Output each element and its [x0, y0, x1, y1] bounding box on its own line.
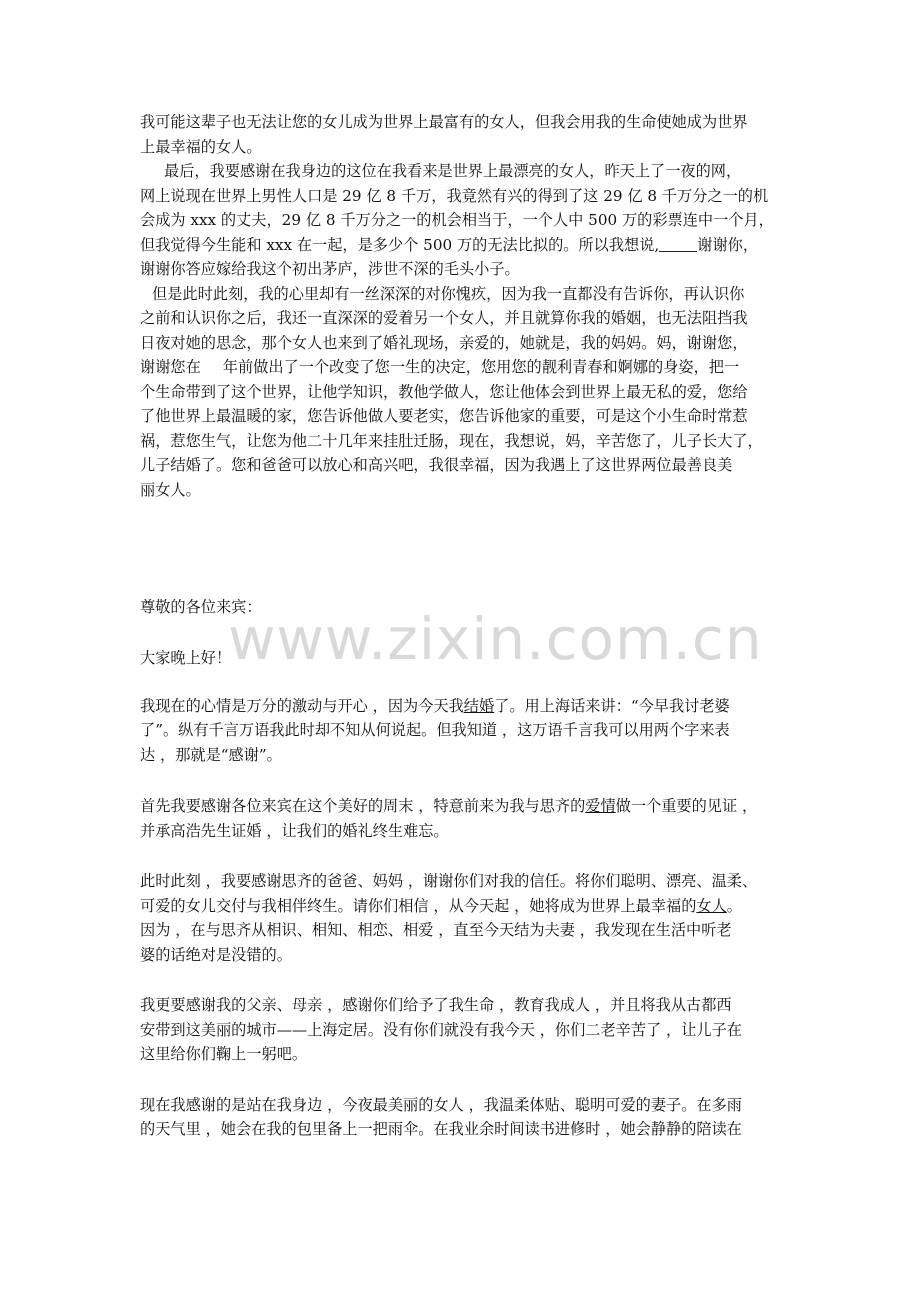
text-line: 我可能这辈子也无法让您的女儿成为世界上最富有的女人，但我会用我的生命使她成为世界 [140, 113, 748, 131]
text-line [140, 357, 800, 377]
text-line: 的天气里 ，她会在我的包里备上一把雨伞。在我业余时间读书进修时 ，她会静静的陪读在 [140, 1120, 742, 1138]
text-line [140, 696, 800, 716]
text-span: 年前做出了一个改变了您一生的决定，您用您的靓利青春和婀娜的身姿，把一 [222, 358, 740, 376]
text-line [140, 796, 800, 816]
text-line: 最后，我要感谢在我身边的这位在我看来是世界上最漂亮的女人，昨天上了一夜的网， [164, 162, 742, 180]
text-line: 日夜对她的思念，那个女人也来到了婚礼现场，亲爱的，她就是，我的妈妈。妈，谢谢您， [140, 334, 748, 352]
text-line: 此时此刻 ，我要感谢思齐的爸爸、妈妈 ，谢谢你们对我的信任。将你们聪明、漂亮、温柔、 [140, 872, 758, 890]
text-span: 谢谢你， [697, 236, 759, 254]
text-line: 安带到这美丽的城市——上海定居。没有你们就没有我今天 ，你们二老辛苦了 ，让儿子在 [140, 1021, 742, 1039]
text-line: 但是此时此刻，我的心里却有一丝深深的对你愧疚，因为我一直都没有告诉你，再认识你 [152, 285, 745, 303]
text-line [140, 896, 800, 916]
text-line: 了他世界上最温暖的家，您告诉他做人要老实，您告诉他家的重要，可是这个小生命时常惹 [140, 407, 748, 425]
text-line: 会成为 xxx 的丈夫，29 亿 8 千万分之一的机会相当于，一个人中 500 万的彩票连中一个月， [140, 211, 774, 229]
text-line: 我更要感谢我的父亲、母亲 ，感谢你们给予了我生命 ，教育我成人 ，并且将我从古都西 [140, 996, 732, 1014]
text-line: 上最幸福的女人。 [140, 138, 262, 156]
text-line: 之前和认识你之后，我还一直深深的爱着另一个女人，并且就算你我的婚姻，也无法阻挡我 [140, 309, 748, 327]
link-marriage[interactable]: 结婚 [463, 697, 495, 715]
watermark: www.zixin.com.cn [228, 605, 763, 673]
text-line: 现在我感谢的是站在我身边 ，今夜最美丽的女人 ，我温柔体贴、聪明可爱的妻子。在多雨 [140, 1096, 742, 1114]
link-woman[interactable]: 女人 [696, 897, 727, 915]
text-line: 因为 ，在与思齐从相识、相知、相恋、相爱 ，直至今天结为夫妻 ，我发现在生活中听老 [140, 921, 732, 939]
text-span: 我现在的心情是万分的激动与开心 ，因为今天我 [140, 697, 464, 715]
greeting: 尊敬的各位来宾： [140, 598, 262, 616]
fill-in-blank [659, 237, 697, 252]
text-line: 谢谢你答应嫁给我这个初出茅庐，涉世不深的毛头小子。 [140, 260, 520, 278]
text-span: 谢谢您在 [140, 358, 201, 376]
text-line: 祸，惹您生气，让您为他二十几年来挂肚迁肠，现在，我想说，妈，辛苦您了，儿子长大了， [140, 432, 763, 450]
text-line: 个生命带到了这个世界，让他学知识，教他学做人，您让他体会到世界上最无私的爱，您给 [140, 383, 748, 401]
text-span: 。 [726, 897, 742, 915]
text-line: 这里给你们鞠上一躬吧。 [140, 1045, 308, 1063]
text-line: 儿子结婚了。您和爸爸可以放心和高兴吧，我很幸福，因为我遇上了这世界两位最善良美 [140, 456, 733, 474]
link-love[interactable]: 爱情 [585, 797, 616, 815]
text-span: 首先我要感谢各位来宾在这个美好的周末 ，特意前来为我与思齐的 [140, 797, 586, 815]
text-line: 并承高浩先生证婚 ，让我们的婚礼终生难忘。 [140, 822, 449, 840]
text-line [140, 235, 800, 255]
text-span: 但我觉得今生能和 xxx 在一起，是多少个 500 万的无法比拟的。所以我想说, [140, 236, 660, 254]
text-line: 丽女人。 [140, 481, 201, 499]
text-span: 可爱的女儿交付与我相伴终生。请你们相信 ，从今天起 ，她将成为世界上最幸福的 [140, 897, 697, 915]
text-line: 婆的话绝对是没错的。 [140, 946, 292, 964]
text-line: 达 ，那就是“感谢”。 [140, 746, 282, 764]
text-span: 做一个重要的见证 ， [615, 797, 758, 815]
text-line: 网上说现在世界上男性人口是 29 亿 8 千万，我竟然有兴的得到了这 29 亿 8 千万分之一的机 [140, 187, 769, 205]
greeting-evening: 大家晚上好！ [140, 649, 232, 667]
text-span: 了。用上海话来讲：“今早我讨老婆 [494, 697, 730, 715]
text-line: 了”。纵有千言万语我此时却不知从何说起。但我知道 ，这万语千言我可以用两个字来表 [140, 721, 730, 739]
